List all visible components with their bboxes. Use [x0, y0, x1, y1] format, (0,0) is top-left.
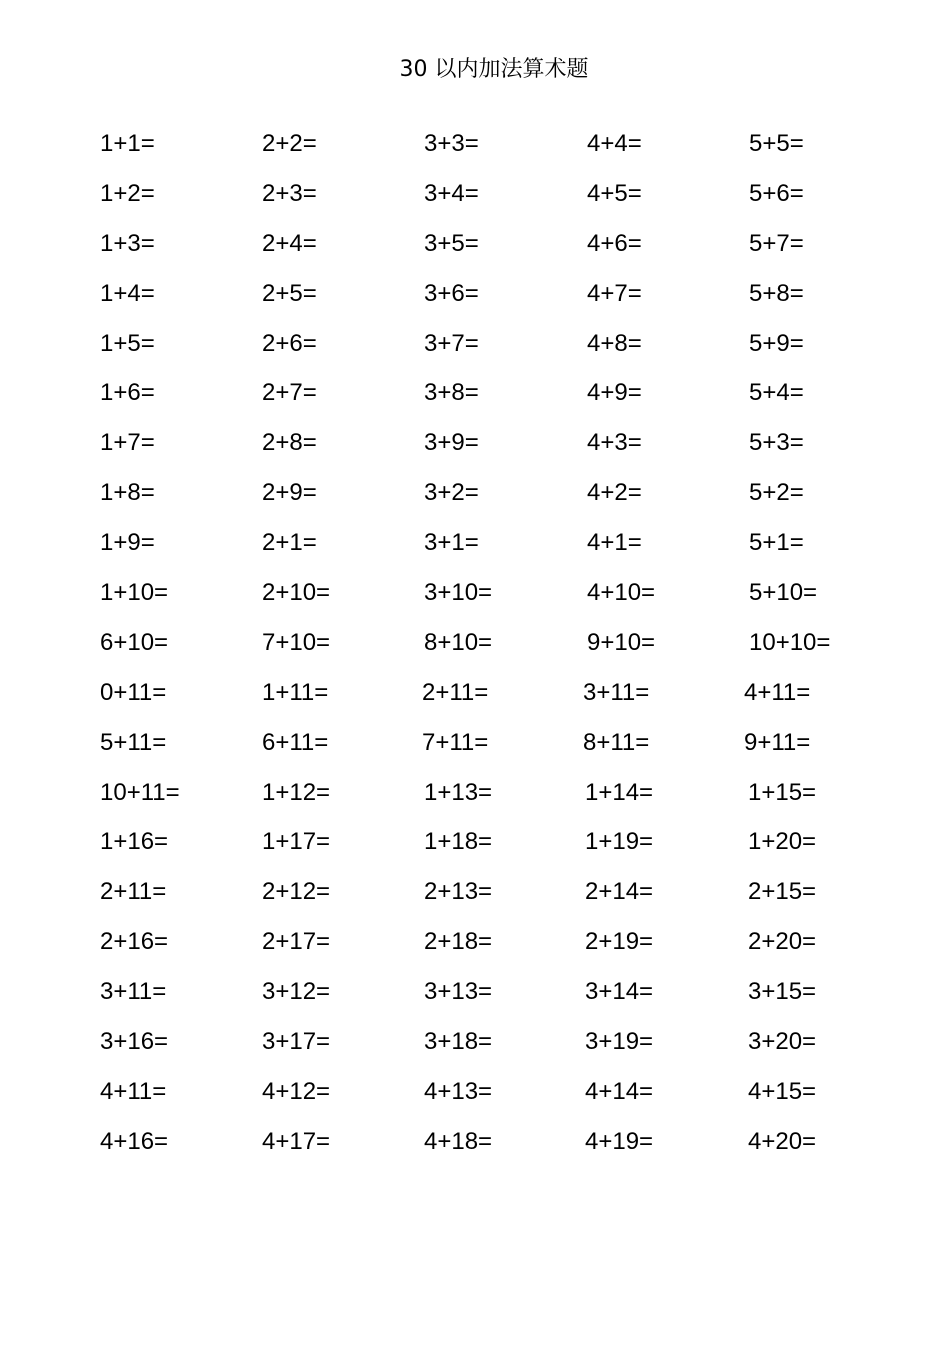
problem-row: [100, 376, 900, 426]
problem-item: 2+2=: [262, 130, 317, 157]
problem-row: [100, 875, 900, 925]
problem-item: 3+10=: [424, 579, 493, 607]
problem-item: 4+2=: [587, 479, 642, 507]
problem-item: 1+14=: [585, 778, 654, 806]
problem-item: 0+11=: [100, 678, 167, 706]
problem-row: [100, 975, 900, 1025]
problem-row: [100, 277, 900, 327]
problem-item: 3+17=: [262, 1028, 331, 1056]
problem-item: 1+10=: [100, 579, 169, 607]
problem-item: 5+3=: [749, 429, 804, 457]
problem-item: 3+18=: [424, 1028, 493, 1056]
problem-item: 5+9=: [749, 329, 804, 357]
problem-item: 3+15=: [748, 978, 817, 1006]
problem-item: 5+11=: [100, 728, 167, 756]
problem-item: 2+18=: [424, 928, 493, 956]
problem-item: 6+10=: [100, 628, 169, 656]
problem-item: 1+1=: [100, 130, 155, 157]
problem-item: 1+4=: [100, 279, 155, 307]
problem-item: 5+10=: [749, 579, 818, 607]
problem-item: 9+11=: [744, 728, 811, 756]
problem-item: 2+13=: [424, 878, 493, 906]
problem-row: [100, 676, 900, 726]
problem-item: 5+2=: [749, 479, 804, 507]
problem-item: 5+5=: [749, 130, 804, 157]
problem-item: 4+3=: [587, 429, 642, 457]
problem-item: 4+7=: [587, 279, 642, 307]
problem-item: 5+8=: [749, 279, 804, 307]
problem-item: 3+13=: [424, 978, 493, 1006]
problem-item: 2+12=: [262, 878, 331, 906]
problem-row: [100, 526, 900, 576]
problem-item: 7+10=: [262, 628, 331, 656]
problem-row: [100, 1125, 900, 1175]
problem-item: 4+19=: [585, 1127, 654, 1155]
problem-item: 1+8=: [100, 479, 155, 507]
problem-item: 5+4=: [749, 379, 804, 407]
problem-row: [100, 1075, 900, 1125]
problem-item: 3+4=: [424, 179, 479, 207]
problem-item: 4+12=: [262, 1077, 331, 1105]
problem-grid: [100, 127, 900, 1175]
problem-item: 3+14=: [585, 978, 654, 1006]
problem-item: 1+15=: [748, 778, 817, 806]
problem-item: 7+11=: [422, 728, 489, 756]
problem-item: 3+3=: [424, 130, 479, 157]
problem-item: 4+11=: [100, 1077, 167, 1105]
problem-item: 4+11=: [744, 678, 811, 706]
problem-row: [100, 925, 900, 975]
problem-item: 3+6=: [424, 279, 479, 307]
problem-item: 4+8=: [587, 329, 642, 357]
problem-item: 8+10=: [424, 628, 493, 656]
problem-item: 3+20=: [748, 1028, 817, 1056]
problem-item: 1+17=: [262, 828, 331, 856]
problem-item: 2+6=: [262, 329, 317, 357]
problem-item: 1+11=: [262, 678, 329, 706]
problem-item: 4+18=: [424, 1127, 493, 1155]
problem-item: 2+1=: [262, 529, 317, 557]
problem-row: [100, 825, 900, 875]
problem-item: 3+11=: [583, 678, 650, 706]
problem-item: 1+6=: [100, 379, 155, 407]
problem-item: 4+1=: [587, 529, 642, 557]
problem-item: 5+6=: [749, 179, 804, 207]
problem-item: 10+11=: [100, 778, 180, 806]
problem-item: 2+19=: [585, 928, 654, 956]
problem-item: 1+2=: [100, 179, 155, 207]
problem-item: 3+1=: [424, 529, 479, 557]
problem-item: 4+13=: [424, 1077, 493, 1105]
problem-item: 2+16=: [100, 928, 169, 956]
problem-item: 1+7=: [100, 429, 155, 457]
problem-item: 3+8=: [424, 379, 479, 407]
problem-item: 1+16=: [100, 828, 169, 856]
problem-item: 1+18=: [424, 828, 493, 856]
problem-item: 3+5=: [424, 229, 479, 257]
problem-row: [100, 476, 900, 526]
problem-item: 10+10=: [749, 628, 831, 656]
problem-item: 4+10=: [587, 579, 656, 607]
problem-row: [100, 127, 900, 177]
problem-row: [100, 426, 900, 476]
problem-item: 2+5=: [262, 279, 317, 307]
problem-item: 4+14=: [585, 1077, 654, 1105]
problem-row: [100, 576, 900, 626]
problem-item: 1+20=: [748, 828, 817, 856]
problem-item: 3+11=: [100, 978, 167, 1006]
problem-item: 2+9=: [262, 479, 317, 507]
problem-item: 2+17=: [262, 928, 331, 956]
problem-row: [100, 776, 900, 826]
problem-item: 2+4=: [262, 229, 317, 257]
problem-item: 1+9=: [100, 529, 155, 557]
problem-row: [100, 726, 900, 776]
problem-item: 1+13=: [424, 778, 493, 806]
problem-item: 1+19=: [585, 828, 654, 856]
problem-item: 4+4=: [587, 130, 642, 157]
problem-item: 2+7=: [262, 379, 317, 407]
problem-item: 1+12=: [262, 778, 331, 806]
problem-item: 4+6=: [587, 229, 642, 257]
problem-item: 3+19=: [585, 1028, 654, 1056]
problem-item: 1+5=: [100, 329, 155, 357]
problem-row: [100, 327, 900, 377]
problem-item: 5+7=: [749, 229, 804, 257]
problem-item: 6+11=: [262, 728, 329, 756]
problem-item: 4+20=: [748, 1127, 817, 1155]
problem-item: 2+11=: [422, 678, 489, 706]
problem-item: 8+11=: [583, 728, 650, 756]
problem-item: 4+9=: [587, 379, 642, 407]
problem-row: [100, 626, 900, 676]
problem-row: [100, 227, 900, 277]
problem-item: 2+3=: [262, 179, 317, 207]
problem-item: 4+5=: [587, 179, 642, 207]
problem-item: 2+20=: [748, 928, 817, 956]
problem-item: 3+12=: [262, 978, 331, 1006]
problem-item: 4+16=: [100, 1127, 169, 1155]
page-title: 30 以内加法算术题: [399, 57, 589, 82]
problem-item: 3+16=: [100, 1028, 169, 1056]
problem-item: 2+14=: [585, 878, 654, 906]
problem-item: 2+8=: [262, 429, 317, 457]
problem-item: 4+15=: [748, 1077, 817, 1105]
problem-row: [100, 1025, 900, 1075]
problem-item: 3+2=: [424, 479, 479, 507]
problem-item: 5+1=: [749, 529, 804, 557]
problem-item: 3+7=: [424, 329, 479, 357]
problem-row: [100, 177, 900, 227]
problem-item: 9+10=: [587, 628, 656, 656]
problem-item: 1+3=: [100, 229, 155, 257]
problem-item: 2+10=: [262, 579, 331, 607]
problem-item: 4+17=: [262, 1127, 331, 1155]
problem-item: 2+15=: [748, 878, 817, 906]
problem-item: 2+11=: [100, 878, 167, 906]
problem-item: 3+9=: [424, 429, 479, 457]
